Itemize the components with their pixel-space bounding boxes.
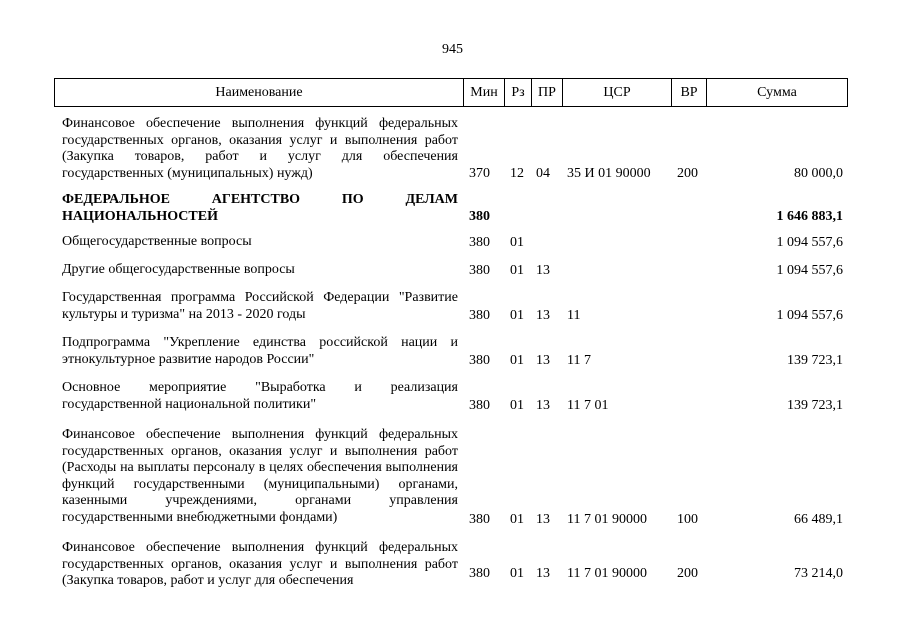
row-sum: 73 214,0 [794,566,843,581]
row-name: Государственная программа Российской Федерации "Развитие культуры и туризма" на 2013 - 2020 годы [62,290,458,322]
row-csr: 11 7 01 90000 [567,512,647,527]
table-row [0,262,905,279]
row-pr: 04 [536,166,550,181]
row-pr: 13 [536,308,550,323]
row-name: Подпрограмма "Укрепление единства российской нации и этнокультурное развитие народов России" [62,335,458,367]
row-min: 380 [469,512,490,527]
column-header-name: Наименование [215,85,303,100]
row-rz: 12 [510,166,524,181]
row-pr: 13 [536,512,550,527]
row-vr: 100 [677,512,698,527]
row-csr: 11 7 01 90000 [567,566,647,581]
table-row [0,540,905,590]
row-name: Основное мероприятие "Выработка и реализация государственной национальной политики" [62,380,458,412]
row-name: ФЕДЕРАЛЬНОЕ АГЕНТСТВО ПО ДЕЛАМ НАЦИОНАЛЬНОСТЕЙ [62,192,458,224]
row-name: Финансовое обеспечение выполнения функций федеральных государственных органов, оказания услуг и выполнения работ (Закупка товаров, работ и услуг для обеспечения государственных (муниципальных) нужд) [62,116,458,181]
row-sum: 1 094 557,6 [776,308,843,323]
row-name: Другие общегосударственные вопросы [62,262,295,277]
row-name: Финансовое обеспечение выполнения функций федеральных государственных органов, оказания услуг и выполнения работ (Закупка товаров, работ и услуг для обеспечения [62,540,458,588]
column-header-vr: ВР [671,79,706,106]
table-row [0,427,905,528]
row-name: Финансовое обеспечение выполнения функций федеральных государственных органов, оказания услуг и выполнения работ (Расходы на выплаты персоналу в целях обеспечения выполнения функций государственными (муниципальными) органами, казенными учреждениями, органами управления государственными внебюджетными фондами) [62,427,458,525]
column-header-sum: Сумма [706,79,847,106]
row-rz: 01 [510,566,524,581]
table-header [54,78,848,107]
row-min: 380 [469,398,490,413]
row-csr: 35 И 01 90000 [567,166,651,181]
row-sum: 66 489,1 [794,512,843,527]
row-csr: 11 [567,308,581,323]
row-vr: 200 [677,166,698,181]
table-row [0,116,905,182]
row-sum: 80 000,0 [794,166,843,181]
column-header-pr: ПР [531,79,562,106]
row-csr: 11 7 [567,353,591,368]
table-row [0,192,905,225]
row-sum: 1 646 883,1 [776,209,843,224]
column-header-min: Мин [463,79,504,106]
row-rz: 01 [510,308,524,323]
column-header-rz: Рз [504,79,531,106]
row-pr: 13 [536,566,550,581]
row-min: 370 [469,166,490,181]
table-row [0,335,905,369]
row-sum: 1 094 557,6 [776,235,843,250]
row-pr: 13 [536,398,550,413]
row-name: Общегосударственные вопросы [62,234,252,249]
row-min: 380 [469,235,490,250]
row-min: 380 [469,263,490,278]
row-rz: 01 [510,235,524,250]
table-row [0,380,905,414]
row-sum: 139 723,1 [787,353,843,368]
row-min: 380 [469,308,490,323]
column-header-csr: ЦСР [562,79,671,106]
table-row [0,290,905,324]
row-min: 380 [469,353,490,368]
row-sum: 139 723,1 [787,398,843,413]
row-rz: 01 [510,512,524,527]
row-csr: 11 7 01 [567,398,609,413]
row-min: 380 [469,209,490,224]
row-rz: 01 [510,398,524,413]
row-min: 380 [469,566,490,581]
row-rz: 01 [510,353,524,368]
row-pr: 13 [536,353,550,368]
row-sum: 1 094 557,6 [776,263,843,278]
page-number: 945 [442,42,463,57]
row-rz: 01 [510,263,524,278]
row-pr: 13 [536,263,550,278]
table-row [0,234,905,251]
row-vr: 200 [677,566,698,581]
